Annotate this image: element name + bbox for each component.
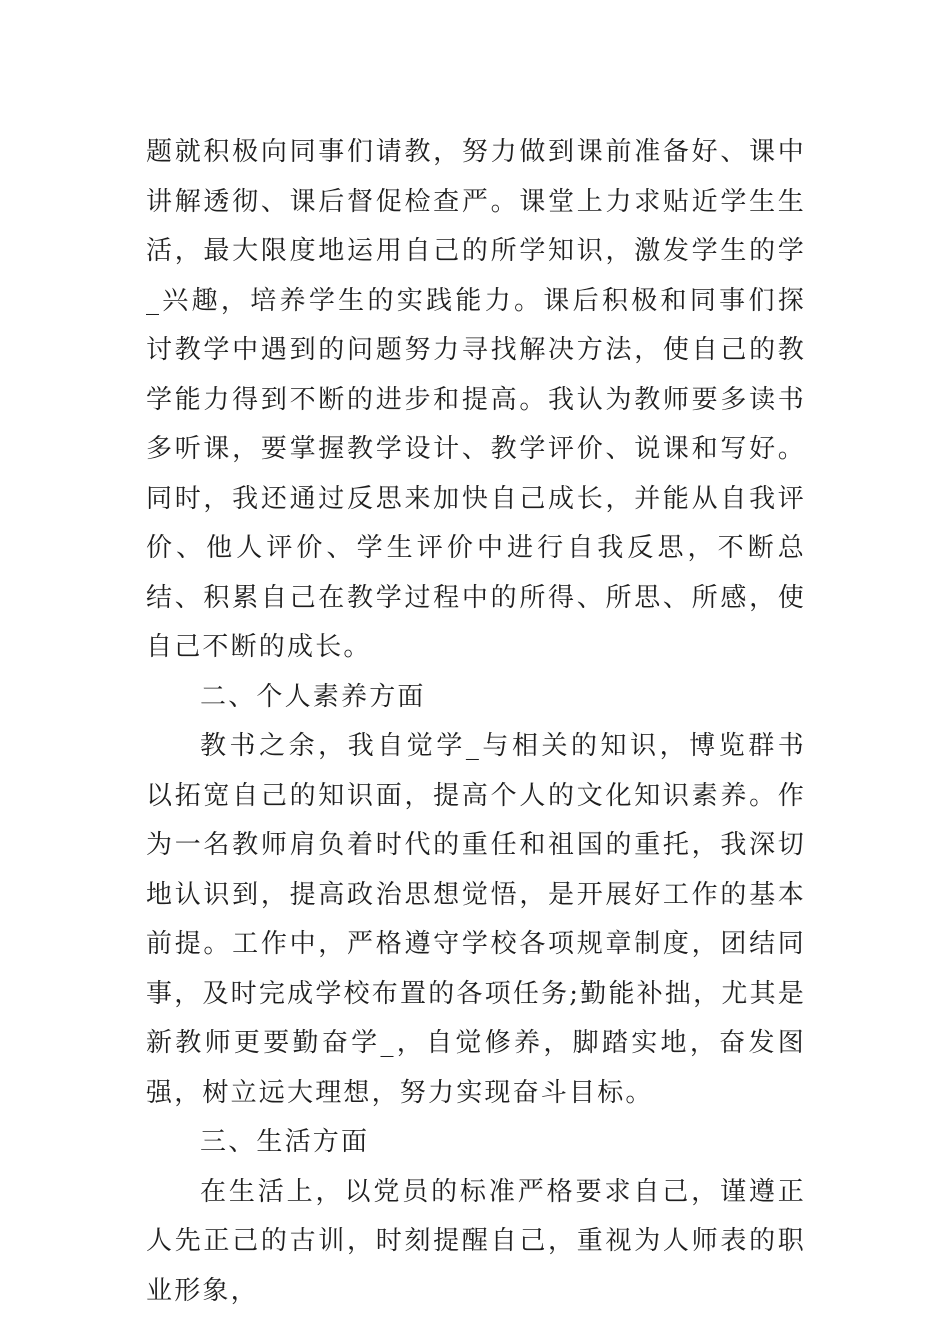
section-heading-personal-quality: 二、个人素养方面: [200, 681, 426, 712]
document-body: [146, 128, 806, 1316]
paragraph-teaching-continued: 题就积极向同事们请教，努力做到课前准备好、课中讲解透彻、课后督促检查严。课堂上力求贴近学生生活，最大限度地运用自己的所学知识，激发学生的学_兴趣，培养学生的实践能力。课后积极和同事们探讨教学中遇到的问题努力寻找解决方法，使自己的教学能力得到不断的进步和提高。我认为教师要多读书多听课，要掌握教学设计、教学评价、说课和写好。同时，我还通过反思来加快自己成长，并能从自我评价、他人评价、学生评价中进行自我反思，不断总结、积累自己在教学过程中的所得、所思、所感，使自己不断的成长。: [146, 137, 806, 662]
paragraph-personal-quality: 教书之余，我自觉学_与相关的知识，博览群书以拓宽自己的知识面，提高个人的文化知识素养。作为一名教师肩负着时代的重任和祖国的重托，我深切地认识到，提高政治思想觉悟，是开展好工作的基本前提。工作中，严格遵守学校各项规章制度，团结同事，及时完成学校布置的各项任务;勤能补拙，尤其是新教师更要勤奋学_，自觉修养，脚踏实地，奋发图强，树立远大理想，努力实现奋斗目标。: [146, 731, 806, 1108]
paragraph-life: 在生活上，以党员的标准严格要求自己，谨遵正人先正己的古训，时刻提醒自己，重视为人师表的职业形象，: [146, 1176, 806, 1306]
section-heading-life: 三、生活方面: [200, 1127, 370, 1157]
